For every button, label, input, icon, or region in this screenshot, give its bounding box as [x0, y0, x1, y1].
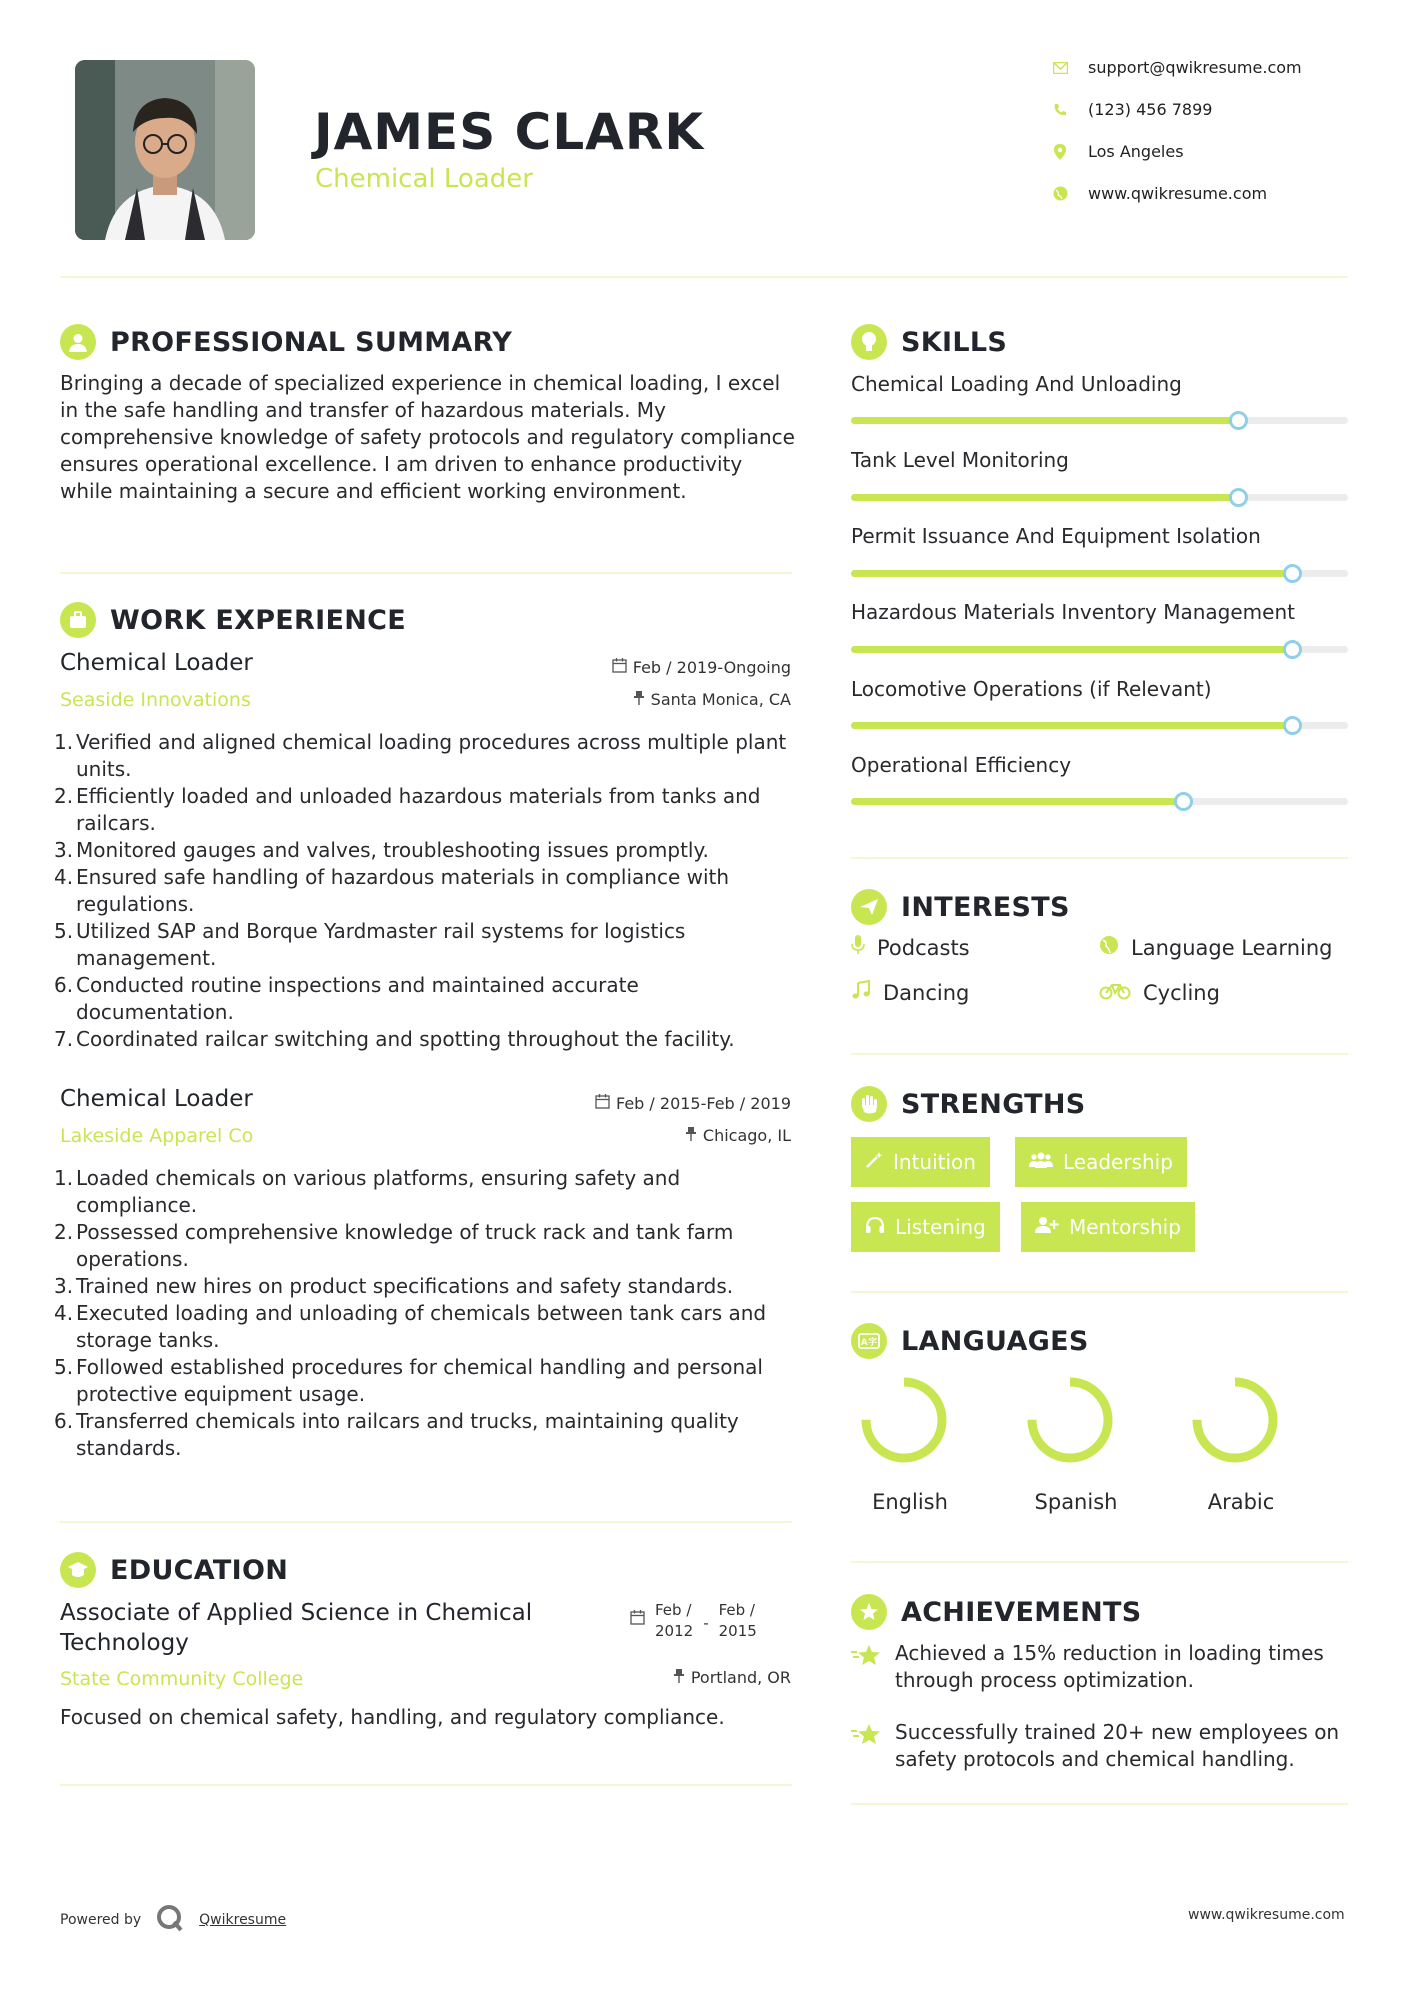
job-1-dates — [612, 658, 791, 677]
achievement-text: Successfully trained 20+ new employees on safety protocols and chemical handling. — [895, 1720, 1340, 1771]
interest-label: Cycling — [1143, 980, 1220, 1005]
hand-icon — [851, 1086, 887, 1122]
strength-tag-mentorship — [1021, 1202, 1195, 1252]
qwikresume-logo-icon — [155, 1903, 185, 1937]
summary-heading-text: PROFESSIONAL SUMMARY — [110, 326, 513, 358]
interest-label: Dancing — [883, 980, 970, 1005]
skills-divider — [851, 857, 1348, 859]
education-degree: Associate of Applied Science in Chemical Technology — [60, 1600, 533, 1656]
lightbulb-icon — [851, 324, 887, 360]
svg-text:A字: A字 — [860, 1338, 878, 1348]
pin-icon — [673, 1668, 685, 1687]
language-rings — [851, 1370, 1348, 1470]
languages-heading-text: LANGUAGES — [901, 1325, 1089, 1357]
contact-email[interactable] — [1052, 58, 1302, 77]
interest-label: Podcasts — [877, 935, 970, 960]
skill-bar-fill — [851, 417, 1239, 424]
language-ring-spanish — [1032, 1382, 1108, 1458]
skills-heading — [851, 324, 1007, 360]
skill-bar-knob — [1229, 411, 1248, 430]
language-icon — [851, 1323, 887, 1359]
powered-by-text: Powered by — [60, 1912, 142, 1928]
contact-phone-text: (123) 456 7899 — [1088, 100, 1213, 119]
skill-name: Tank Level Monitoring — [851, 448, 1069, 472]
skill-bar — [851, 494, 1348, 501]
strengths-heading-text: STRENGTHS — [901, 1088, 1086, 1120]
contact-location — [1052, 142, 1184, 161]
music-note-icon — [851, 980, 871, 1005]
languages-heading — [851, 1323, 1089, 1359]
skill-bar — [851, 722, 1348, 729]
skill-bar-knob — [1229, 488, 1248, 507]
duty-item: 7. Coordinated railcar switching and spotting throughout the facility. — [54, 1027, 735, 1051]
user-plus-icon — [1035, 1215, 1059, 1239]
skill-bar-fill — [851, 570, 1293, 577]
skills-heading-text: SKILLS — [901, 326, 1008, 358]
strength-tag-intuition — [851, 1137, 990, 1187]
summary-text: Bringing a decade of specialized experience in chemical loading, I excel in the safe handling and transfer of hazardous materials. My comprehensive knowledge of safety protocols and regulatory compliance ensures operational excellence. I am driven to enhance productivity while maintaining a secure and efficient working environment. — [60, 371, 795, 503]
magic-wand-icon — [865, 1150, 883, 1174]
education-start-year: 2012 — [655, 1622, 694, 1640]
strength-tag-listening — [851, 1202, 1000, 1252]
duty-item: 6. Conducted routine inspections and maintained accurate documentation. — [54, 973, 639, 1024]
interests-heading — [851, 889, 1070, 925]
duty-item: 2. Efficiently loaded and unloaded hazardous materials from tanks and railcars. — [54, 784, 761, 835]
summary-divider — [60, 572, 792, 574]
education-end-label: Feb / — [718, 1601, 755, 1619]
job-2-dates — [595, 1094, 791, 1113]
education-dates — [630, 1600, 757, 1642]
duty-item: 6. Transferred chemicals into railcars and trucks, maintaining quality standards. — [54, 1409, 739, 1460]
skill-bar-fill — [851, 722, 1293, 729]
interests-divider — [851, 1053, 1348, 1055]
skill-bar — [851, 570, 1348, 577]
strength-label: Intuition — [893, 1150, 976, 1174]
bicycle-icon — [1099, 980, 1131, 1005]
job-2-title: Chemical Loader — [60, 1086, 253, 1112]
education-school: State Community College — [60, 1668, 304, 1690]
duty-item: 5. Followed established procedures for chemical handling and personal protective equipment usage. — [54, 1355, 763, 1406]
education-heading — [60, 1552, 288, 1588]
job-2-company: Lakeside Apparel Co — [60, 1125, 254, 1147]
location-pin-icon — [1052, 144, 1068, 160]
skill-bar — [851, 417, 1348, 424]
contact-email-text: support@qwikresume.com — [1088, 58, 1302, 77]
languages-divider — [851, 1561, 1348, 1563]
duty-item: 4. Ensured safe handling of hazardous materials in compliance with regulations. — [54, 865, 730, 916]
strengths-divider — [851, 1291, 1348, 1293]
globe-icon — [1099, 935, 1119, 960]
education-start-label: Feb / — [655, 1601, 692, 1619]
achievements-divider — [851, 1803, 1348, 1805]
star-icon — [851, 1723, 883, 1773]
skill-name: Permit Issuance And Equipment Isolation — [851, 524, 1261, 548]
contact-location-text: Los Angeles — [1088, 142, 1184, 161]
language-name: Arabic — [1207, 1490, 1275, 1514]
job-2-duties — [54, 1165, 794, 1462]
contact-website-text: www.qwikresume.com — [1088, 184, 1268, 203]
candidate-title: Chemical Loader — [315, 164, 533, 194]
user-icon — [60, 324, 96, 360]
pin-icon — [633, 690, 645, 709]
duty-item: 1. Loaded chemicals on various platforms, ensuring safety and compliance. — [54, 1166, 681, 1217]
job-1-location — [633, 690, 791, 709]
paper-plane-icon — [851, 889, 887, 925]
achievement-text: Achieved a 15% reduction in loading times through process optimization. — [895, 1641, 1324, 1692]
mail-icon — [1052, 60, 1068, 76]
achievements-heading — [851, 1594, 1142, 1630]
duty-item: 3. Trained new hires on product specifications and safety standards. — [54, 1274, 734, 1298]
footer-url[interactable]: www.qwikresume.com — [1188, 1907, 1345, 1923]
contact-website[interactable] — [1052, 184, 1267, 203]
work-divider — [60, 1521, 792, 1523]
language-ring-english — [866, 1382, 942, 1458]
language-name: English — [872, 1490, 948, 1514]
profile-photo — [75, 60, 255, 240]
graduation-icon — [60, 1552, 96, 1588]
education-description: Focused on chemical safety, handling, and regulatory compliance. — [60, 1705, 725, 1729]
language-ring-arabic — [1197, 1382, 1273, 1458]
strength-label: Leadership — [1063, 1150, 1173, 1174]
achievement-item — [851, 1640, 1348, 1694]
work-heading-text: WORK EXPERIENCE — [110, 604, 406, 636]
calendar-icon — [595, 1094, 610, 1113]
skill-bar-knob — [1283, 640, 1302, 659]
language-name: Spanish — [1034, 1490, 1118, 1514]
skill-bar-fill — [851, 494, 1239, 501]
interest-language-learning — [1099, 935, 1332, 960]
job-1-duties — [54, 729, 794, 1053]
job-1-location-text: Santa Monica, CA — [650, 690, 791, 709]
skill-name: Hazardous Materials Inventory Management — [851, 600, 1295, 624]
skill-name: Chemical Loading And Unloading — [851, 372, 1182, 396]
education-divider — [60, 1784, 792, 1786]
calendar-icon — [612, 658, 627, 677]
skill-name: Locomotive Operations (if Relevant) — [851, 677, 1212, 701]
header-divider — [60, 276, 1348, 278]
job-1-company: Seaside Innovations — [60, 689, 251, 711]
contact-phone[interactable] — [1052, 100, 1212, 119]
interest-podcasts — [851, 935, 970, 960]
skill-bar-fill — [851, 798, 1184, 805]
skill-bar — [851, 646, 1348, 653]
job-1-title: Chemical Loader — [60, 650, 253, 676]
microphone-icon — [851, 935, 865, 960]
strengths-heading — [851, 1086, 1086, 1122]
footer-powered-by — [60, 1903, 286, 1937]
group-icon — [1029, 1150, 1053, 1174]
education-heading-text: EDUCATION — [110, 1554, 289, 1586]
strength-label: Listening — [895, 1215, 986, 1239]
phone-icon — [1052, 102, 1068, 118]
pin-icon — [685, 1126, 697, 1145]
date-separator: - — [703, 1614, 709, 1632]
job-2-location-text: Chicago, IL — [702, 1126, 791, 1145]
duty-item: 3. Monitored gauges and valves, troubleshooting issues promptly. — [54, 838, 709, 862]
briefcase-icon — [60, 602, 96, 638]
strength-tag-leadership — [1015, 1137, 1187, 1187]
interest-dancing — [851, 980, 969, 1005]
education-location — [673, 1668, 791, 1687]
education-location-text: Portland, OR — [690, 1668, 791, 1687]
headphones-icon — [865, 1215, 885, 1239]
work-heading — [60, 602, 406, 638]
job-2-dates-text: Feb / 2015-Feb / 2019 — [616, 1094, 791, 1113]
achievements-heading-text: ACHIEVEMENTS — [901, 1596, 1142, 1628]
job-2-location — [685, 1126, 791, 1145]
skill-bar-knob — [1174, 792, 1193, 811]
summary-heading — [60, 324, 512, 360]
skill-name: Operational Efficiency — [851, 753, 1072, 777]
star-badge-icon — [851, 1594, 887, 1630]
skill-bar — [851, 798, 1348, 805]
interest-label: Language Learning — [1131, 935, 1333, 960]
qwikresume-link[interactable]: Qwikresume — [199, 1912, 287, 1928]
education-end-year: 2015 — [718, 1622, 757, 1640]
skill-bar-knob — [1283, 564, 1302, 583]
duty-item: 2. Possessed comprehensive knowledge of truck rack and tank farm operations. — [54, 1220, 734, 1271]
candidate-name: JAMES CLARK — [314, 103, 705, 161]
skill-bar-fill — [851, 646, 1293, 653]
achievement-item — [851, 1719, 1348, 1773]
duty-item: 5. Utilized SAP and Borque Yardmaster rail systems for logistics management. — [54, 919, 686, 970]
strength-label: Mentorship — [1069, 1215, 1181, 1239]
duty-item: 4. Executed loading and unloading of chemicals between tank cars and storage tanks. — [54, 1301, 767, 1352]
job-1-dates-text: Feb / 2019-Ongoing — [632, 658, 791, 677]
skill-bar-knob — [1283, 716, 1302, 735]
globe-icon — [1052, 186, 1068, 202]
interests-heading-text: INTERESTS — [901, 891, 1070, 923]
star-icon — [851, 1644, 883, 1694]
interest-cycling — [1099, 980, 1220, 1005]
calendar-icon — [630, 1610, 645, 1629]
duty-item: 1. Verified and aligned chemical loading procedures across multiple plant units. — [54, 730, 787, 781]
